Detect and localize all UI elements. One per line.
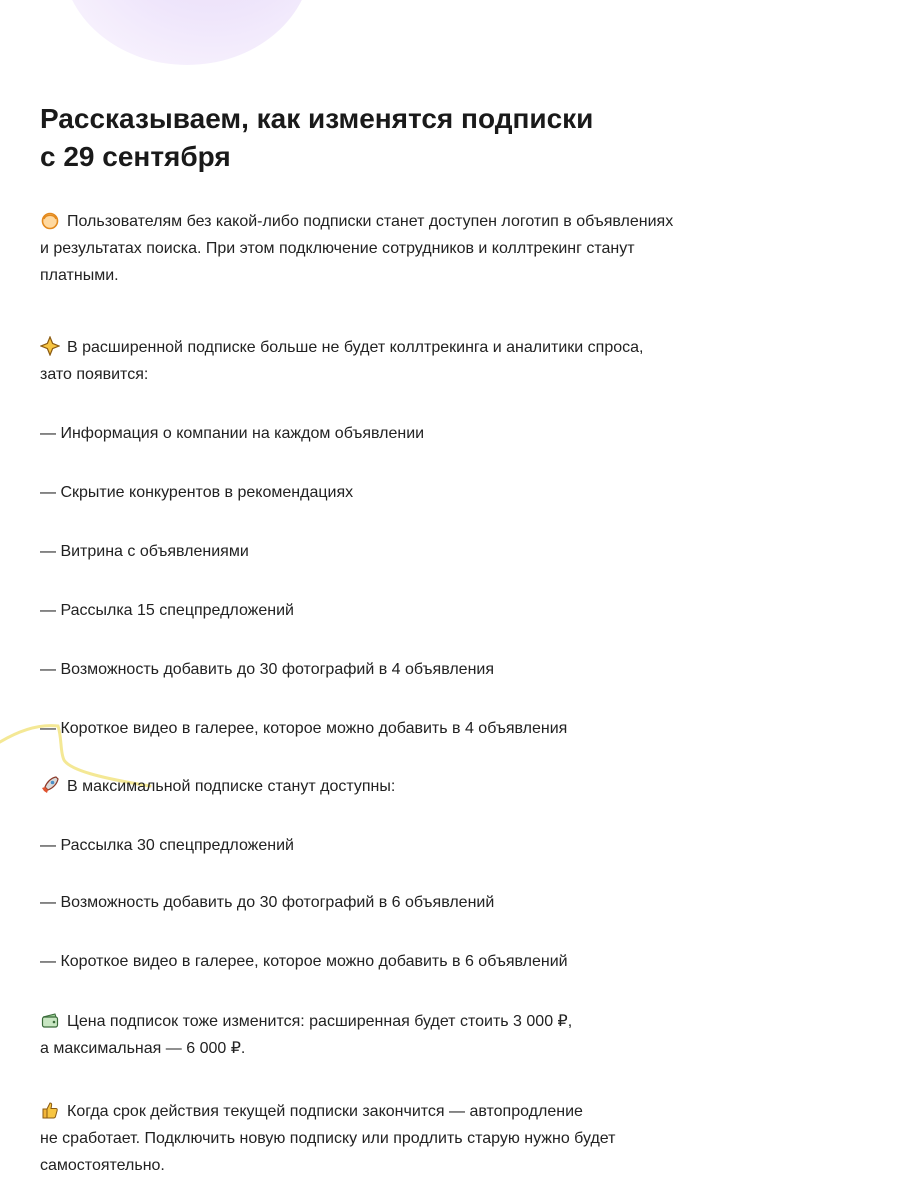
list-item: — Короткое видео в галерее, которое можно добавить в 4 объявления bbox=[40, 720, 568, 737]
list-item: — Информация о компании на каждом объявлении bbox=[40, 425, 425, 442]
paragraph-line: самостоятельно. bbox=[40, 1157, 165, 1174]
list-item: — Возможность добавить до 30 фотографий в 6 объявлений bbox=[40, 894, 495, 911]
paragraph-maximum bbox=[40, 773, 890, 800]
paragraph-line: Пользователям без какой-либо подписки станет доступен логотип в объявлениях bbox=[40, 208, 890, 235]
list-item: — Возможность добавить до 30 фотографий в 4 объявления bbox=[40, 661, 494, 678]
list-item: — Скрытие конкурентов в рекомендациях bbox=[40, 484, 354, 501]
decorative-gradient-circle bbox=[62, 0, 312, 65]
orange-circle-icon bbox=[40, 210, 60, 230]
wallet-icon bbox=[40, 1010, 60, 1030]
title-line: Рассказываем, как изменятся подписки bbox=[40, 103, 594, 134]
paragraph-line: Когда срок действия текущей подписки закончится — автопродление bbox=[40, 1098, 890, 1125]
list-item: — Рассылка 30 спецпредложений bbox=[40, 837, 294, 854]
paragraph-line: зато появится: bbox=[40, 366, 149, 383]
article-title bbox=[40, 100, 840, 176]
paragraph-line: платными. bbox=[40, 267, 119, 284]
sparkle-star-icon bbox=[40, 336, 60, 356]
paragraph-line: Цена подписок тоже изменится: расширенная будет стоить 3 000 ₽, bbox=[40, 1008, 890, 1035]
paragraph-line: В максимальной подписке станут доступны: bbox=[40, 773, 890, 800]
paragraph-extended bbox=[40, 334, 890, 388]
list-item: — Короткое видео в галерее, которое можно добавить в 6 объявлений bbox=[40, 953, 568, 970]
paragraph-line: а максимальная — 6 000 ₽. bbox=[40, 1040, 246, 1057]
paragraph-price bbox=[40, 1008, 890, 1062]
paragraph-line: не сработает. Подключить новую подписку или продлить старую нужно будет bbox=[40, 1130, 616, 1147]
rocket-icon bbox=[40, 775, 60, 795]
thumb-up-icon bbox=[40, 1100, 60, 1120]
title-line: с 29 сентября bbox=[40, 141, 231, 172]
paragraph-renewal bbox=[40, 1098, 890, 1179]
paragraph-line: В расширенной подписке больше не будет коллтрекинга и аналитики спроса, bbox=[40, 334, 890, 361]
paragraph-line: и результатах поиска. При этом подключение сотрудников и коллтрекинг станут bbox=[40, 240, 635, 257]
list-item: — Витрина с объявлениями bbox=[40, 543, 249, 560]
paragraph-no-subscription bbox=[40, 208, 890, 289]
list-item: — Рассылка 15 спецпредложений bbox=[40, 602, 294, 619]
